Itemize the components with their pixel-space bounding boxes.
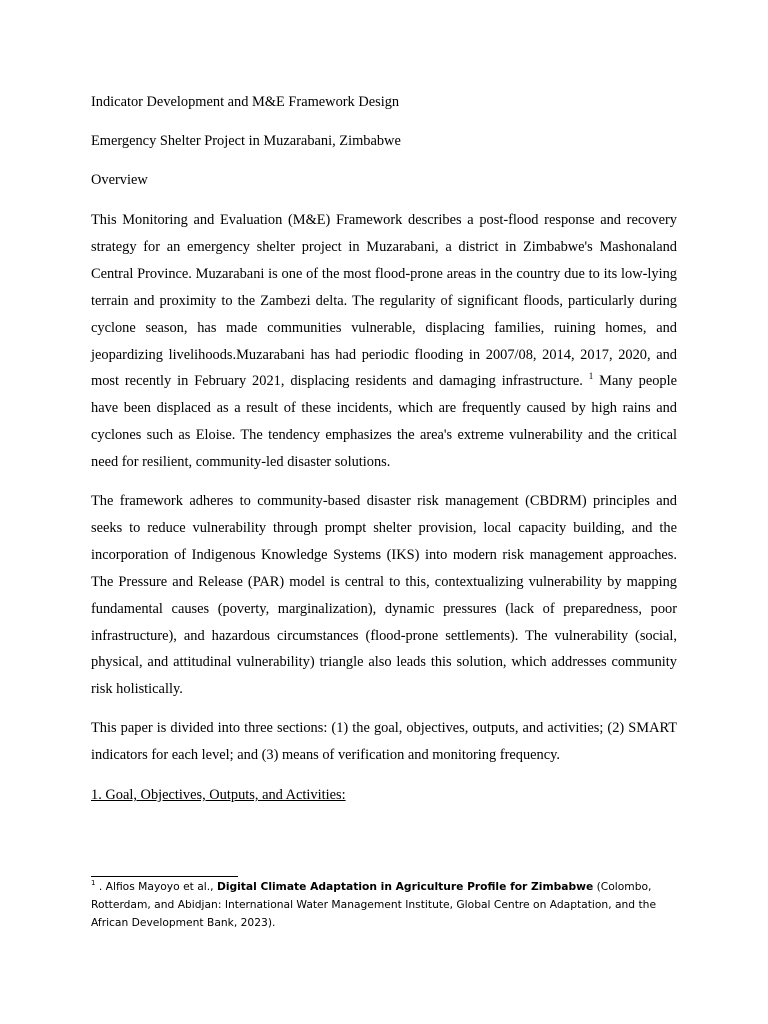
footnote-separator [91, 876, 238, 877]
footnote-title: Digital Climate Adaptation in Agriculture Profile for Zimbabwe [216, 880, 594, 893]
footnote-lead: . Alfios Mayoyo et al., [95, 880, 217, 893]
document-title: Indicator Development and M&E Framework Design [91, 94, 400, 110]
section-1-heading: 1. Goal, Objectives, Outputs, and Activities: [91, 787, 346, 803]
footnote-citation: (Colombo, Rotterdam, and Abidjan: International Water Management Institute, Global Centre on Adaptation, and the African Development Bank, 2023). [91, 880, 657, 929]
document-subtitle: Emergency Shelter Project in Muzarabani, Zimbabwe [91, 133, 401, 149]
footnote [91, 878, 681, 932]
overview-heading: Overview [91, 172, 148, 188]
footnote-reference[interactable]: 1 [588, 371, 594, 382]
paragraph-1-text-a: This Monitoring and Evaluation (M&E) Framework describes a post-flood response and recovery strategy for an emergency shelter project in Muzarabani, a district in Zimbabwe's Mashonaland Central Province. Muzarabani is one of the most flood-prone areas in the country due to its low-lying terrain and proximity to the Zambezi delta. The regularity of significant floods, particularly during cyclone season, has made communities vulnerable, displacing families, ruining homes, and jeopardizing livelihoods.Muzarabani has had periodic flooding in 2007/08, 2014, 2017, 2020, and most recently in February 2021, displacing residents and damaging infrastructure. [91, 212, 677, 390]
overview-paragraph-2: The framework adheres to community-based disaster risk management (CBDRM) principles and seeks to reduce vulnerability through prompt shelter provision, local capacity building, and the incorporation of Indigenous Knowledge Systems (IKS) into modern risk management approaches. The Pressure and Release (PAR) model is central to this, contextualizing vulnerability by mapping fundamental causes (poverty, marginalization), dynamic pressures (lack of preparedness, poor infrastructure), and hazardous circumstances (flood-prone settlements). The vulnerability (social, physical, and attitudinal vulnerability) triangle also leads this solution, which addresses community risk holistically. [91, 493, 677, 698]
overview-paragraph-1 [91, 207, 677, 476]
footnote-marker: 1 [91, 879, 96, 887]
overview-paragraph-3: This paper is divided into three sections: (1) the goal, objectives, outputs, and activities; (2) SMART indicators for each level; and (3) means of verification and monitoring frequency. [91, 720, 677, 763]
paragraph-1-text-b: Many people have been displaced as a result of these incidents, which are frequently caused by high rains and cyclones such as Eloise. The tendency emphasizes the area's extreme vulnerability and the critical need for resilient, community-led disaster solutions. [91, 373, 677, 471]
